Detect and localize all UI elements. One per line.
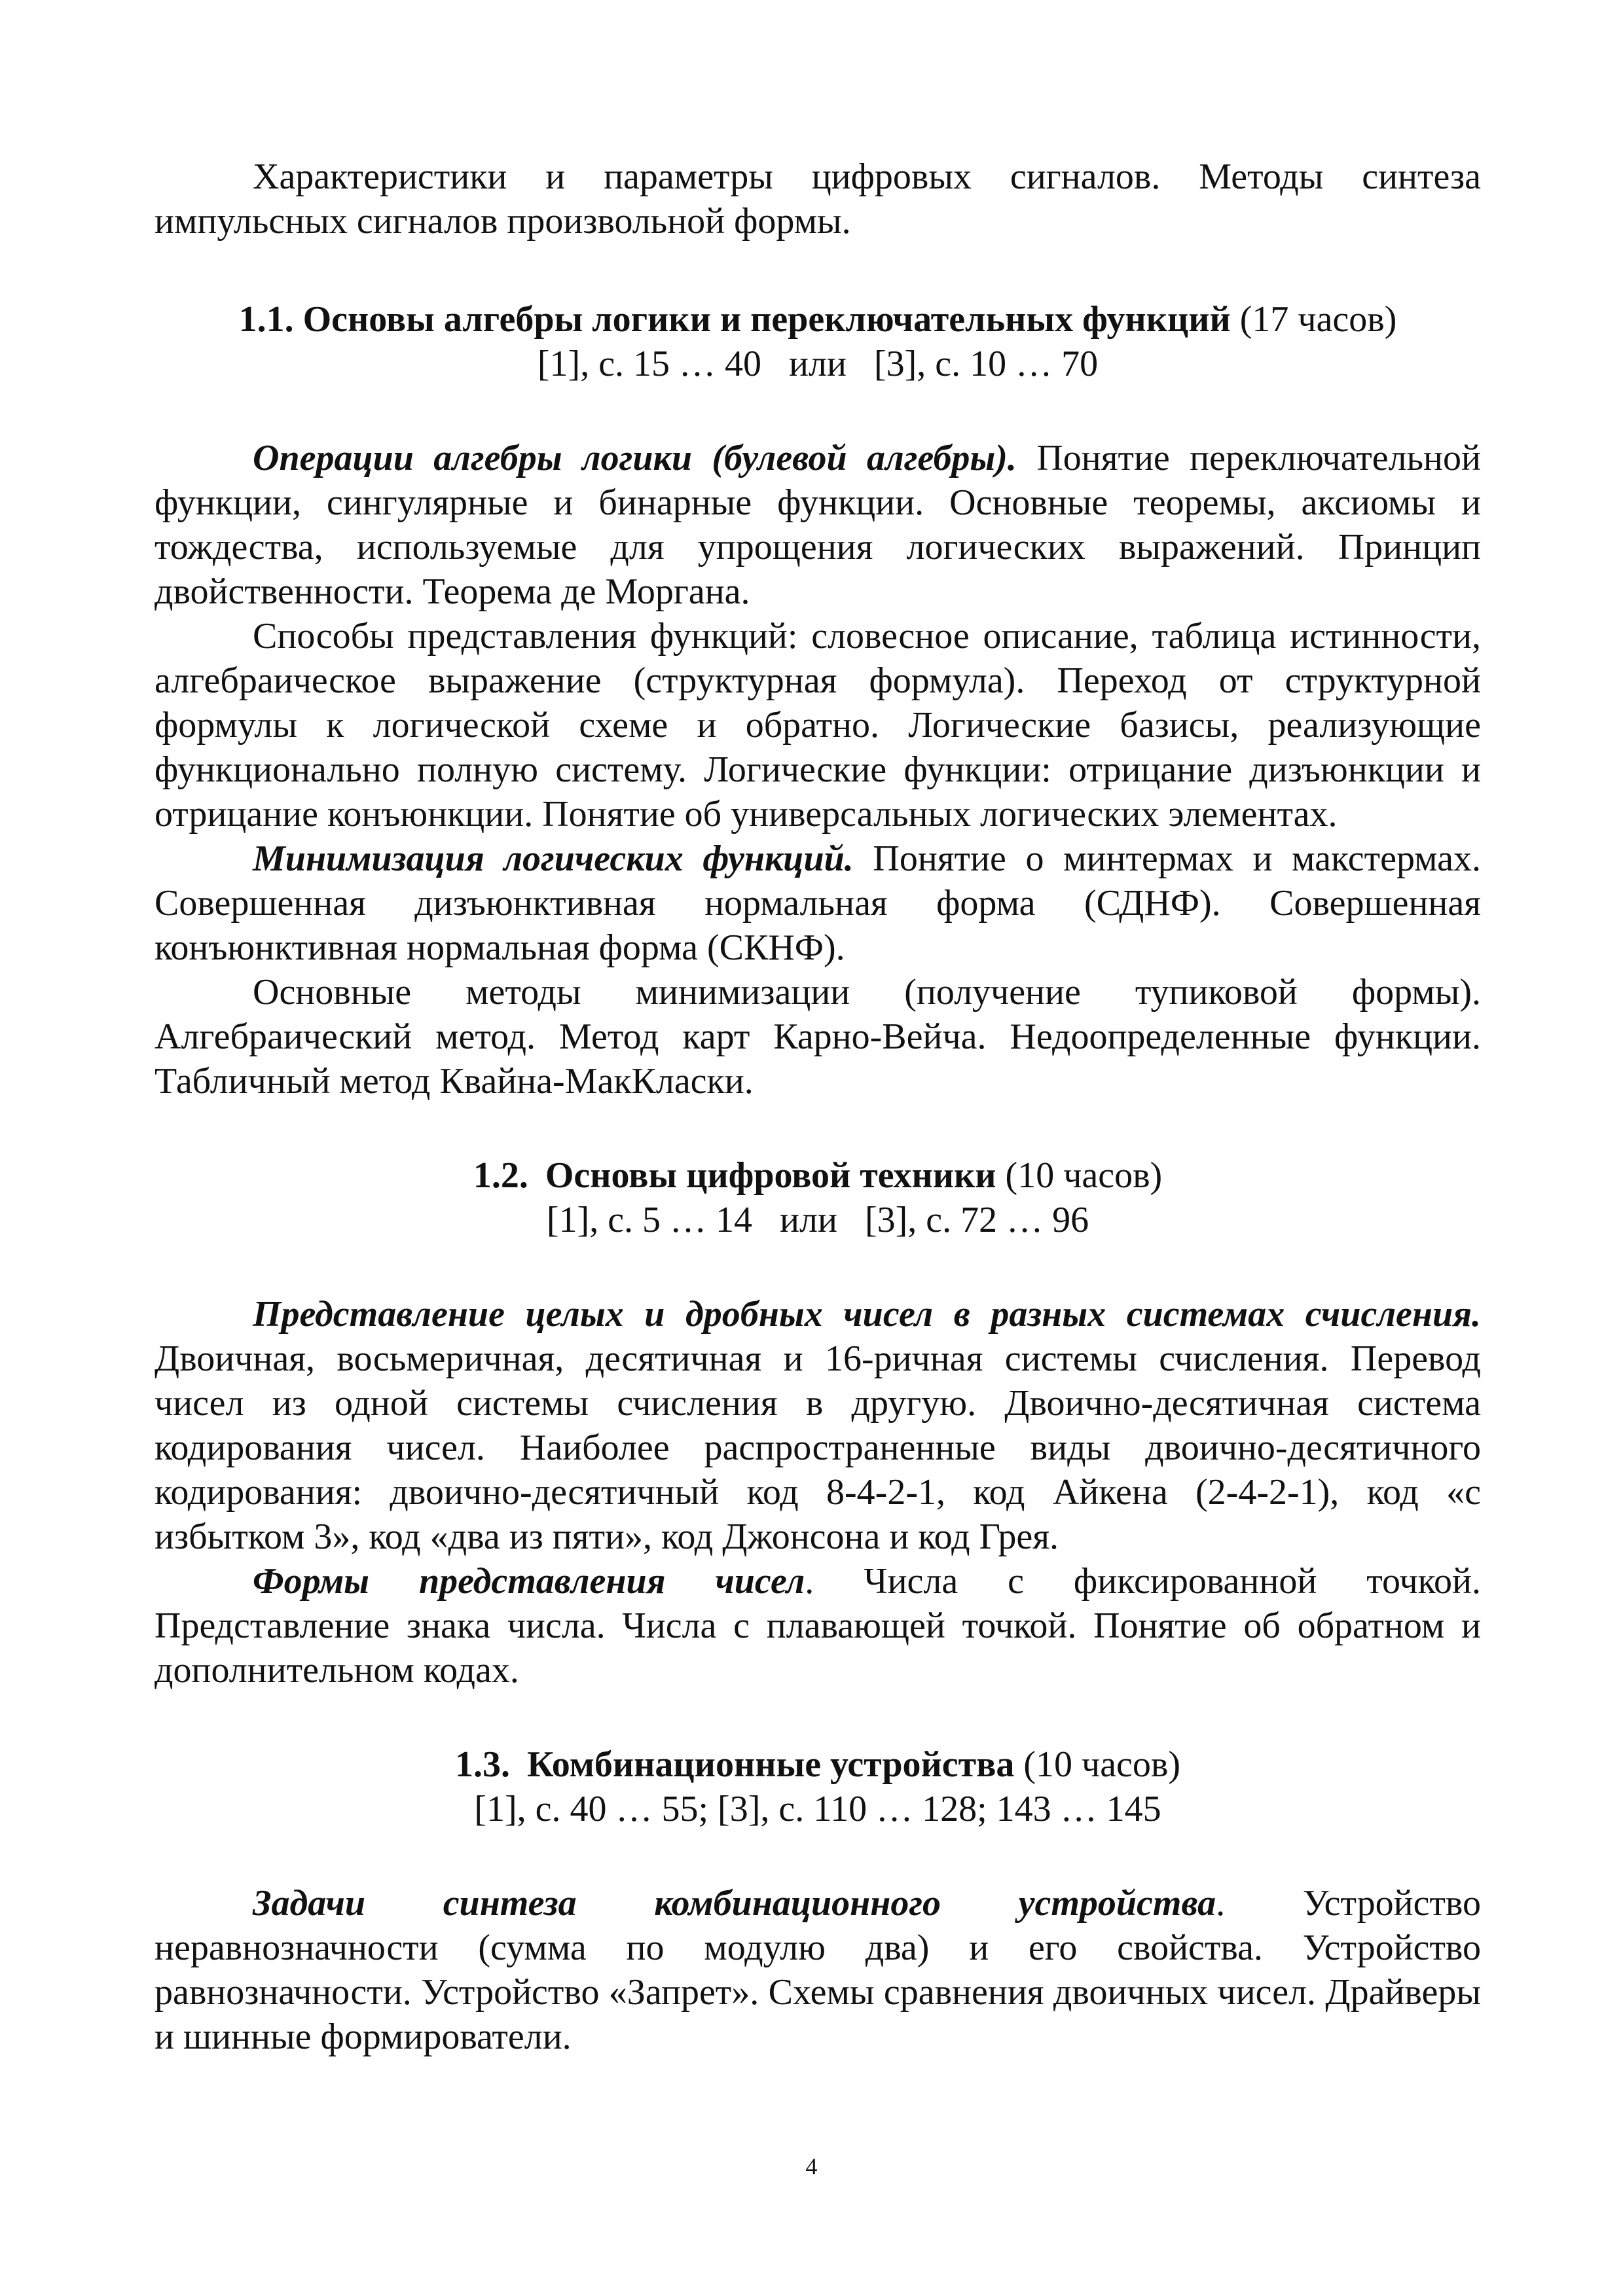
section-1-1-paragraph-3 [155,836,1481,970]
section-1-2-p1-lead: Представление целых и дробных чисел в разных системах счисления. [253,1294,1481,1335]
section-1-1-heading [155,297,1481,386]
section-1-2-title-line [155,1153,1481,1198]
intro-paragraph: Характеристики и параметры цифровых сигналов. Методы синтеза импульсных сигналов произвольной формы. [155,156,1481,242]
section-1-1-title: 1.1. Основы алгебры логики и переключательных функций [238,299,1231,340]
section-1-1-p1-lead: Операции алгебры логики (булевой алгебры). [253,438,1017,478]
section-1-1-paragraph-4: Основные методы минимизации (получение тупиковой формы). Алгебраический метод. Метод карт Карно-Вейча. Недоопределенные функции. Табличный метод Квайна-МакКласки. [155,972,1481,1102]
section-1-3-paragraph-1 [155,1881,1481,2059]
section-1-2-refs: [1], с. 5 … 14 или [3], с. 72 … 96 [546,1200,1089,1240]
section-1-1-paragraph-2: Способы представления функций: словесное описание, таблица истинности, алгебраическое выражение (структурная формула). Переход от структурной формулы к логической схеме и обратно. Логические базисы, реализующие функционально полную систему. Логические функции: отрицание дизъюнкции и отрицание конъюнкции. Понятие об универсальных логических элементах. [155,616,1481,834]
section-1-3-number: 1.3. [454,1744,510,1785]
section-1-3-p1-lead: Задачи синтеза комбинационного устройства [253,1883,1216,1924]
section-1-3-title-line [155,1742,1481,1787]
page-number: 4 [805,2153,818,2179]
page-content [155,154,1481,2059]
section-1-1-p1-text: Понятие переключательной функции, сингулярные и бинарные функции. Основные теоремы, аксиомы и тождества, используемые для упрощения логических выражений. Принцип двойственности. Теорема де Моргана. [155,438,1481,612]
section-1-1-hours: (17 часов) [1239,299,1397,340]
section-1-2-p2-lead: Формы представления чисел [253,1561,805,1602]
section-1-2-hours: (10 часов) [1005,1155,1163,1196]
section-1-1-p3-lead: Минимизация логических функций. [253,838,854,879]
section-1-2-heading [155,1153,1481,1242]
section-1-2-paragraph-2 [155,1559,1481,1693]
section-1-2-p1-text: Двоичная, восьмеричная, десятичная и 16-ричная системы счисления. Перевод чисел из одной системы счисления в другую. Двоично-десятичная система кодирования чисел. Наиболее распространенные виды двоично-десятичного кодирования: двоично-десятичный код 8-4-2-1, код Айкена (2-4-2-1), код «с избытком 3», код «два из пяти», код Джонсона и код Грея. [155,1338,1481,1557]
section-1-2-paragraph-1 [155,1292,1481,1559]
section-1-1-paragraph-1 [155,436,1481,614]
section-1-3-p1-text: . Устройство неравнозначности (сумма по модулю два) и его свойства. Устройство равнозначности. Устройство «Запрет». Схемы сравнения двоичных чисел. Драйверы и шинные формирователи. [155,1883,1481,2057]
section-1-3-title: Комбинационные устройства [526,1744,1015,1785]
section-1-2-number: 1.2. [473,1155,528,1196]
section-1-1-p3-text: Понятие о минтермах и макстермах. Совершенная дизъюнктивная нормальная форма (СДНФ). Совершенная конъюнктивная нормальная форма (СКНФ). [155,838,1482,968]
section-1-2-p2-text: . Числа с фиксированной точкой. Представление знака числа. Числа с плавающей точкой. Понятие об обратном и дополнительном кодах. [155,1561,1482,1691]
section-1-3-hours: (10 часов) [1023,1744,1181,1785]
section-1-2-title: Основы цифровой техники [545,1155,996,1196]
section-1-1-refs: [1], с. 15 … 40 или [3], с. 10 … 70 [537,344,1099,384]
section-1-3-refs: [1], с. 40 … 55; [3], с. 110 … 128; 143 … 145 [474,1789,1161,1829]
section-1-3-heading [155,1742,1481,1831]
section-1-1-title-line [155,297,1481,342]
